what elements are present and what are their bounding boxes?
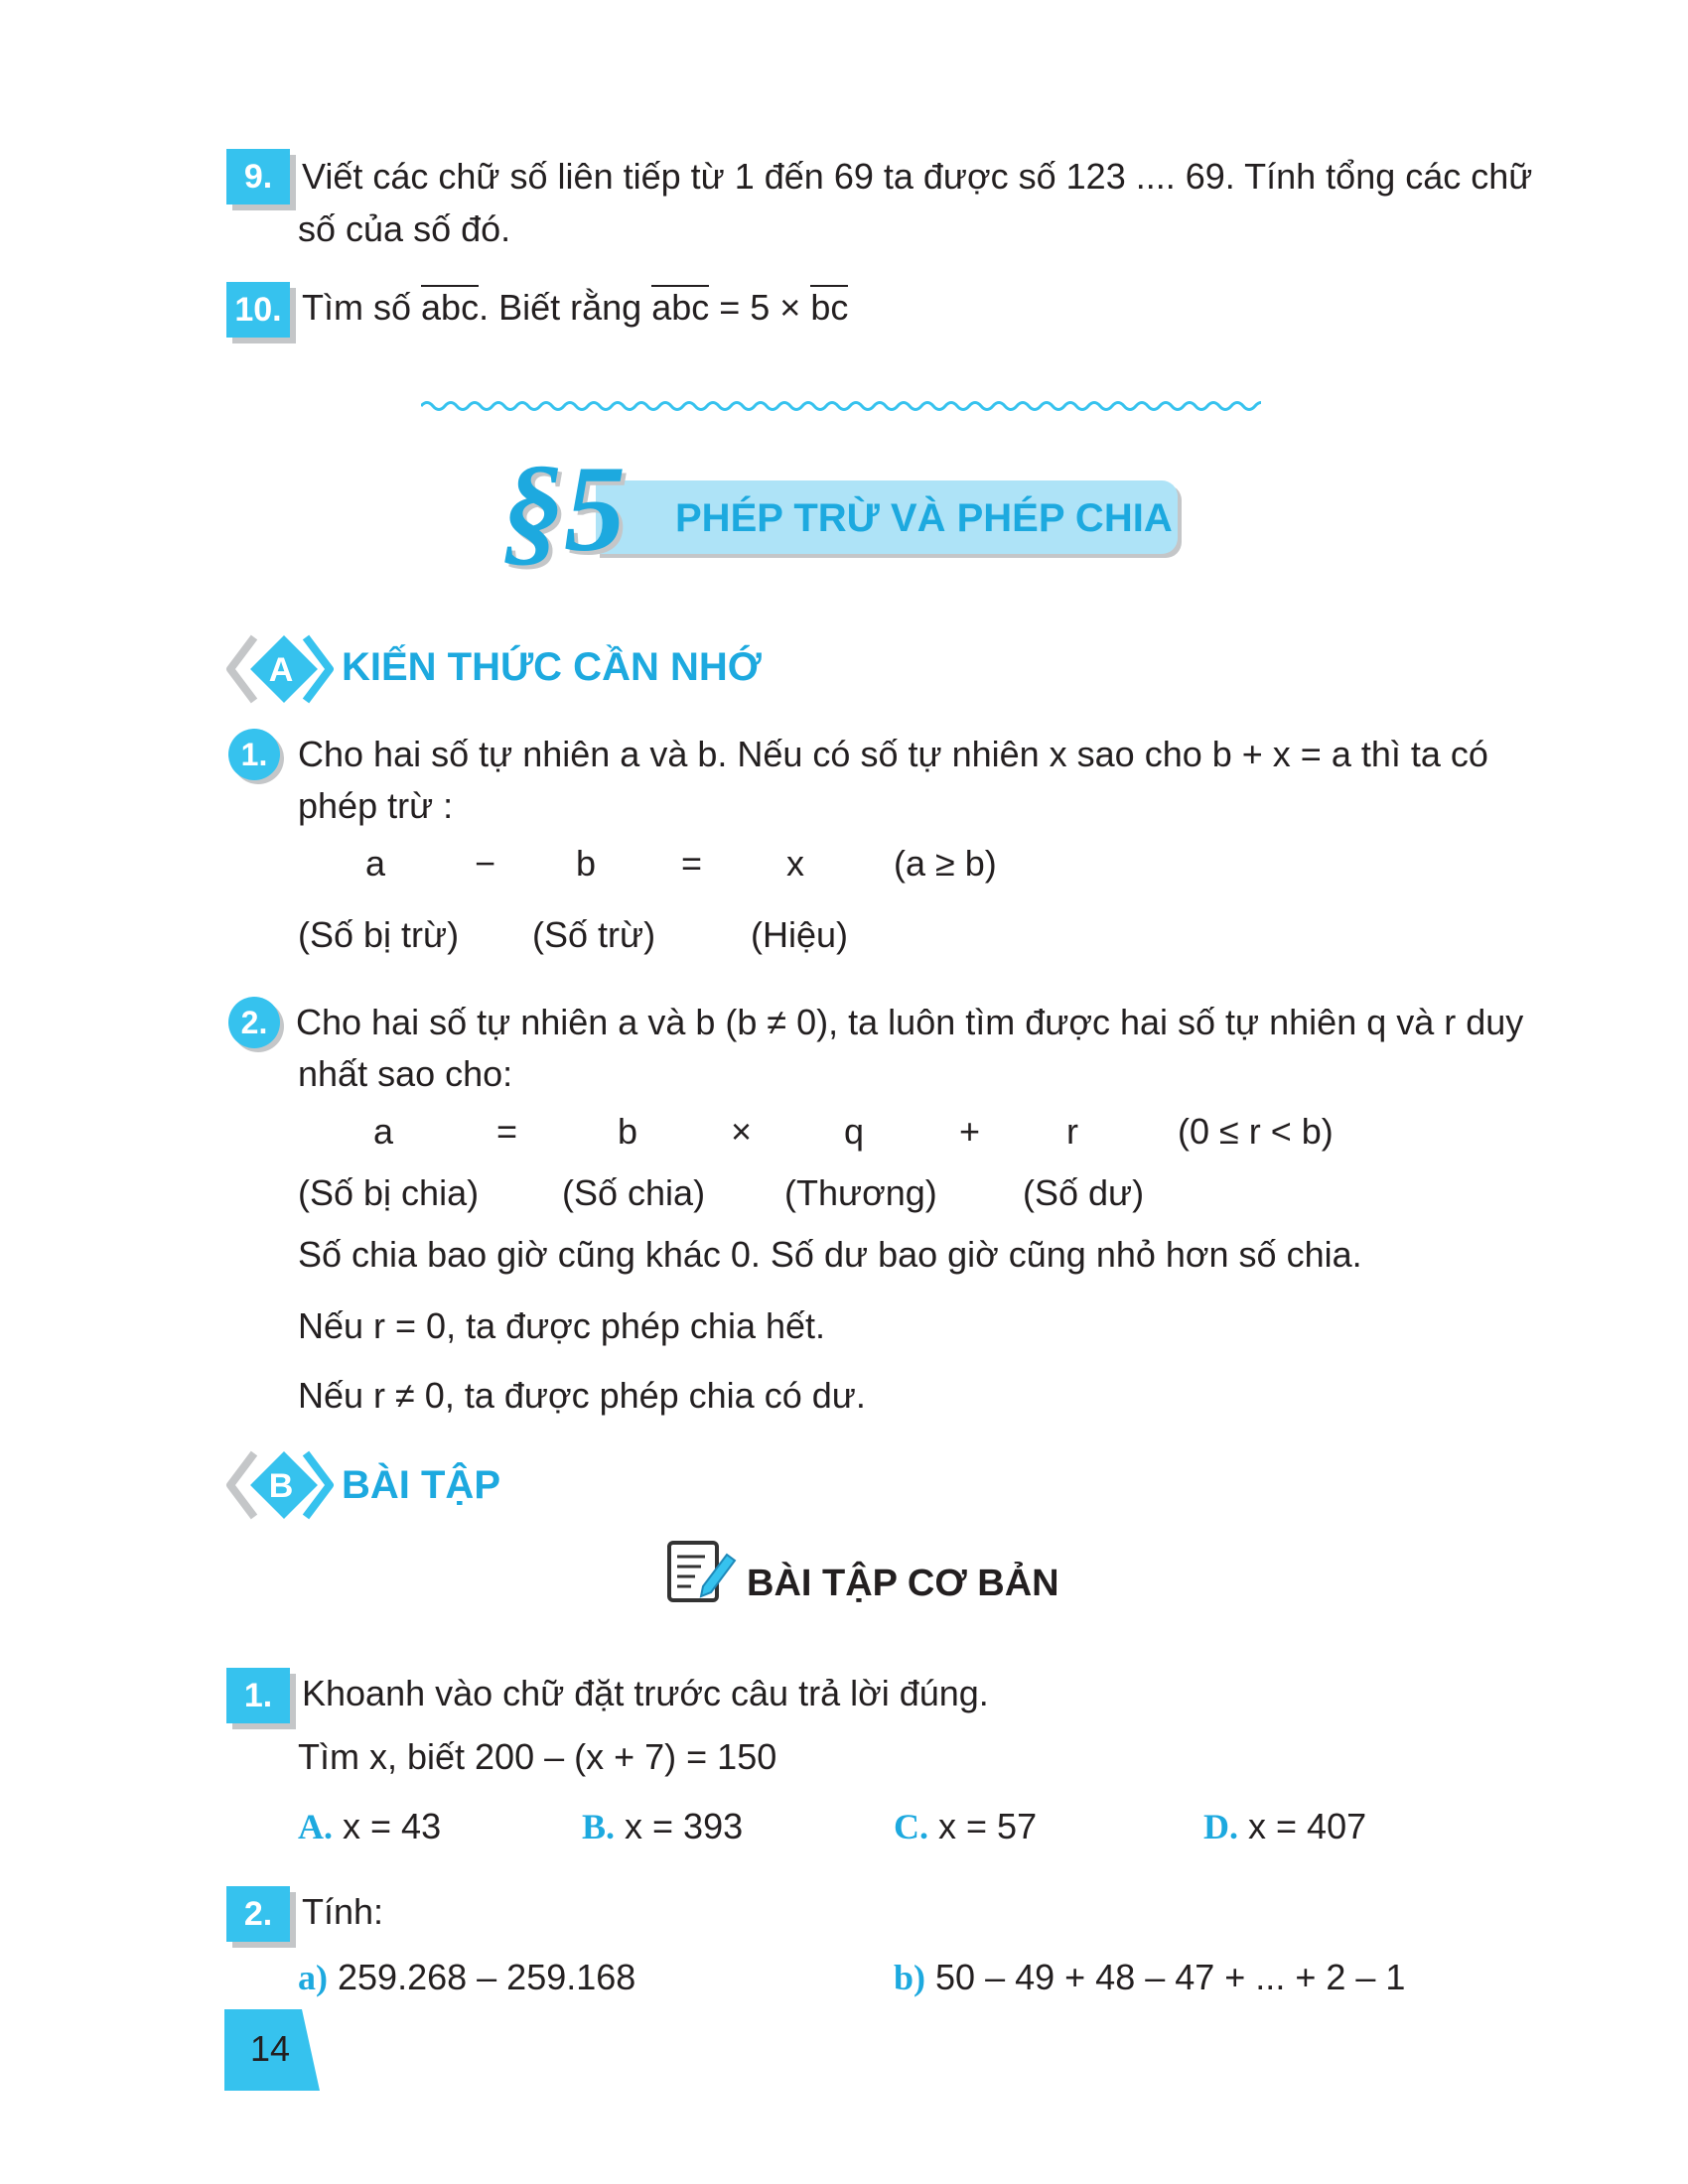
label-quotient: (Thương) xyxy=(784,1172,937,1213)
knowledge-item-2-line2: nhất sao cho: xyxy=(298,1053,513,1094)
knowledge-item-1-line1: Cho hai số tự nhiên a và b. Nếu có số tự nhiên x sao cho b + x = a thì ta có xyxy=(298,734,1488,774)
division-equals: = xyxy=(496,1111,518,1152)
label-dividend: (Số bị chia) xyxy=(298,1172,480,1213)
exercise-10-prefix: Tìm số xyxy=(302,287,412,328)
subtraction-equals: = xyxy=(681,843,703,884)
knowledge-item-2-number: 2. xyxy=(228,997,280,1048)
option-a-text: x = 43 xyxy=(343,1806,442,1846)
exercise-9-number: 9. xyxy=(226,149,290,205)
overline-abc: abc xyxy=(421,282,479,334)
subtraction-minus: − xyxy=(475,843,496,884)
exercise-2-number: 2. xyxy=(226,1886,290,1942)
exercise-1-line2: Tìm x, biết 200 – (x + 7) = 150 xyxy=(298,1736,777,1777)
label-subtrahend: (Số trừ) xyxy=(532,914,656,955)
division-plus: + xyxy=(959,1111,981,1152)
exercise-9-line1: Viết các chữ số liên tiếp từ 1 đến 69 ta được số 123 .... 69. Tính tổng các chữ xyxy=(302,156,1533,197)
subtraction-x: x xyxy=(786,843,804,884)
section-a-letter: A xyxy=(268,651,294,689)
part-a-text: 259.268 – 259.168 xyxy=(338,1957,636,1997)
division-times: × xyxy=(731,1111,753,1152)
subtraction-a: a xyxy=(365,843,386,884)
exercise-1-line1: Khoanh vào chữ đặt trước câu trả lời đúng. xyxy=(302,1673,989,1713)
option-c[interactable] xyxy=(894,1801,1037,1852)
label-minuend: (Số bị trừ) xyxy=(298,914,460,955)
division-a: a xyxy=(373,1111,394,1152)
exercise-10-text xyxy=(302,282,848,334)
option-c-letter: C. xyxy=(894,1807,928,1846)
division-note-2: Nếu r = 0, ta được phép chia hết. xyxy=(298,1305,826,1346)
overline-abc-2: abc xyxy=(651,282,709,334)
option-d-letter: D. xyxy=(1203,1807,1238,1846)
exercise-10-number: 10. xyxy=(226,282,290,338)
knowledge-item-1-number: 1. xyxy=(228,729,280,780)
overline-bc: bc xyxy=(810,282,848,334)
option-c-text: x = 57 xyxy=(938,1806,1038,1846)
notepad-pencil-icon xyxy=(663,1537,739,1606)
option-b-text: x = 393 xyxy=(625,1806,744,1846)
exercise-10-equals: = 5 × xyxy=(719,287,801,328)
division-note-3: Nếu r ≠ 0, ta được phép chia có dư. xyxy=(298,1375,866,1416)
label-difference: (Hiệu) xyxy=(751,914,849,955)
section-b-badge xyxy=(224,1447,336,1523)
exercise-2-part-b xyxy=(894,1952,1405,2003)
part-b-label: b) xyxy=(894,1958,926,1997)
label-remainder: (Số dư) xyxy=(1023,1172,1145,1213)
option-b-letter: B. xyxy=(582,1807,616,1846)
knowledge-item-1-line2: phép trừ : xyxy=(298,785,454,826)
option-a-letter: A. xyxy=(298,1807,333,1846)
division-r: r xyxy=(1066,1111,1078,1152)
section-a-badge xyxy=(224,631,336,707)
basic-exercises-heading: BÀI TẬP CƠ BẢN xyxy=(747,1563,1059,1604)
page-number: 14 xyxy=(250,2028,291,2069)
subtraction-condition: (a ≥ b) xyxy=(894,843,997,884)
option-a[interactable] xyxy=(298,1801,441,1852)
division-b: b xyxy=(618,1111,638,1152)
exercise-9-line2: số của số đó. xyxy=(298,208,511,249)
option-d-text: x = 407 xyxy=(1248,1806,1367,1846)
knowledge-item-2-line1: Cho hai số tự nhiên a và b (b ≠ 0), ta luôn tìm được hai số tự nhiên q và r duy xyxy=(296,1002,1524,1042)
subtraction-b: b xyxy=(576,843,597,884)
lesson-symbol: §5 xyxy=(502,441,626,577)
label-divisor: (Số chia) xyxy=(562,1172,706,1213)
lesson-title: PHÉP TRỪ VÀ PHÉP CHIA xyxy=(675,496,1173,540)
wavy-divider xyxy=(421,395,1261,417)
division-condition: (0 ≤ r < b) xyxy=(1178,1111,1334,1152)
division-note-1: Số chia bao giờ cũng khác 0. Số dư bao giờ cũng nhỏ hơn số chia. xyxy=(298,1234,1362,1275)
exercise-10-middle: . Biết rằng xyxy=(479,287,642,328)
division-q: q xyxy=(844,1111,865,1152)
exercise-2-part-a xyxy=(298,1952,635,2003)
option-b[interactable] xyxy=(582,1801,743,1852)
section-a-title: KIẾN THỨC CẦN NHỚ xyxy=(342,645,762,689)
option-d[interactable] xyxy=(1203,1801,1366,1852)
section-b-letter: B xyxy=(268,1467,294,1505)
exercise-1-number: 1. xyxy=(226,1668,290,1723)
part-a-label: a) xyxy=(298,1958,328,1997)
section-b-title: BÀI TẬP xyxy=(342,1463,500,1507)
exercise-2-line1: Tính: xyxy=(302,1891,384,1932)
part-b-text: 50 – 49 + 48 – 47 + ... + 2 – 1 xyxy=(935,1957,1406,1997)
